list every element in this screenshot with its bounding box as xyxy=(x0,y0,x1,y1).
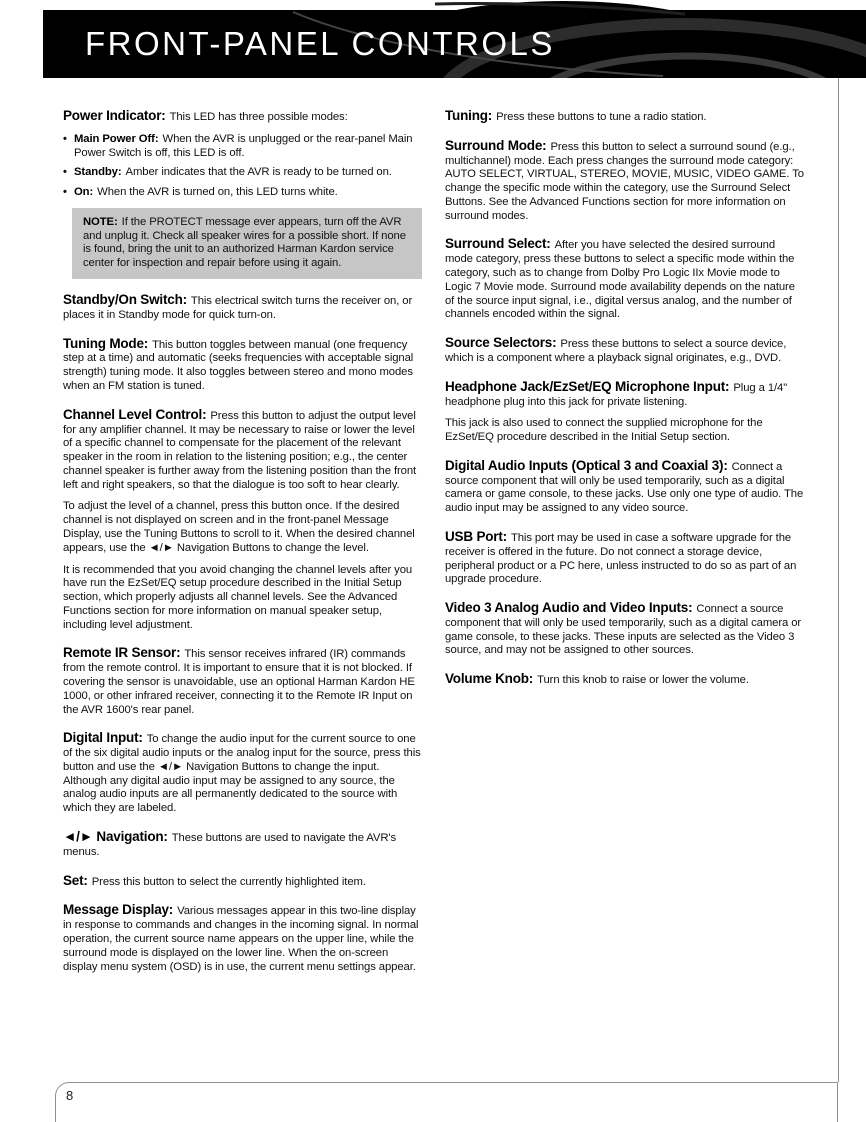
page-right-rule xyxy=(838,78,839,1082)
section-text: This port may be used in case a software upgrade for the receiver is offered in the future. Do not connect a storage device, peripheral product or a PC here, unless instructed to do so as part of an upgrade procedure. xyxy=(445,531,797,586)
bullet-text: Amber indicates that the AVR is ready to be turned on. xyxy=(125,166,392,179)
section-label: Video 3 Analog Audio and Video Inputs: xyxy=(445,600,693,616)
section-text: Press these buttons to select a source device, which is a component where a playback signal originates, e.g., DVD. xyxy=(445,338,787,364)
source-selectors-section xyxy=(445,335,804,366)
section-text: Various messages appear in this two-line display in response to commands and changes in the incoming signal. In normal operation, the current source name appears on the upper line, while the surround mode is displayed on the lower line. When the on-screen display menu system (OSD) is in use, the current menu settings appear. xyxy=(63,905,419,973)
surround-select-section xyxy=(445,236,804,322)
section-text: Connect a source component that will only be used temporarily, such as a digital camera or game console, to these jacks. These inputs are selected as the Video 3 source, and may not be assigned to other sources. xyxy=(445,603,802,657)
remote-ir-sensor-section xyxy=(63,645,422,717)
surround-mode-section xyxy=(445,138,804,224)
bullet-item xyxy=(63,166,422,180)
page-title: FRONT-PANEL CONTROLS xyxy=(85,25,555,62)
navigation-section xyxy=(63,829,422,860)
bullet-item xyxy=(63,186,422,200)
section-label: Channel Level Control: xyxy=(63,406,207,422)
page-number: 8 xyxy=(66,1088,74,1103)
section-label: Headphone Jack/EzSet/EQ Microphone Input: xyxy=(445,378,730,394)
section-label: Message Display: xyxy=(63,902,174,918)
section-label: Tuning Mode: xyxy=(63,335,149,351)
bullet-label: On: xyxy=(74,186,94,199)
set-section xyxy=(63,873,422,890)
section-text: Press this button to select the currently highlighted item. xyxy=(91,875,366,888)
left-column xyxy=(63,108,422,987)
section-text: Connect a source component that will only be used temporarily, such as a digital camera or game console, to these jacks. Use only one type of audio. The audio input may be assigned to any video source. xyxy=(445,460,804,515)
section-text: This electrical switch turns the receiver on, or places it in Standby mode for quick turn-on. xyxy=(63,295,413,321)
note-text: If the PROTECT message ever appears, turn off the AVR and unplug it. Check all speaker wires for a possible short. If none is found, bring the unit to an authorized Harman Kardon service center for inspection and repair before using it again. xyxy=(83,215,406,270)
power-indicator-bullets xyxy=(63,133,422,200)
section-text: This LED has three possible modes: xyxy=(169,111,348,123)
section-label: Source Selectors: xyxy=(445,335,557,351)
digital-input-section xyxy=(63,730,422,816)
content-columns xyxy=(63,108,805,987)
digital-audio-inputs-section xyxy=(445,458,804,516)
section-text: Turn this knob to raise or lower the volume. xyxy=(537,674,749,687)
section-label: Set: xyxy=(63,872,88,888)
usb-port-section xyxy=(445,529,804,587)
section-label: ◄/► Navigation: xyxy=(63,829,168,845)
section-label: Surround Select: xyxy=(445,236,551,252)
video3-inputs-section xyxy=(445,600,804,658)
section-label: Surround Mode: xyxy=(445,137,547,153)
section-label: Digital Audio Inputs (Optical 3 and Coaxial 3): xyxy=(445,457,728,473)
section-text: Press this button to select a surround sound (e.g., multichannel) mode. Each press changes the surround mode category: AUTO SELECT, VIRTUAL, STEREO, MOVIE, MUSIC, VIDEO GAME. To change the specific mode within the category, use the Surround Select Buttons. See the Advanced Functions section for more information on surround modes. xyxy=(445,140,804,222)
bullet-text: When the AVR is unplugged or the rear-panel Main Power Switch is off, this LED is off. xyxy=(74,132,413,159)
tuning-section xyxy=(445,108,804,125)
right-column xyxy=(445,108,804,987)
section-text: These buttons are used to navigate the AVR's menus. xyxy=(63,832,396,858)
section-label: Tuning: xyxy=(445,108,493,123)
section-label: Digital Input: xyxy=(63,730,143,746)
section-label: Power Indicator: xyxy=(63,108,166,123)
section-text: Plug a 1/4" headphone plug into this jack for private listening. xyxy=(445,381,788,408)
section-label: Volume Knob: xyxy=(445,671,534,687)
bullet-text: When the AVR is turned on, this LED turns white. xyxy=(97,186,338,199)
section-text: Press these buttons to tune a radio station. xyxy=(496,111,707,123)
standby-on-switch-section xyxy=(63,292,422,323)
volume-knob-section xyxy=(445,671,804,688)
section-label: Remote IR Sensor: xyxy=(63,645,181,661)
bullet-item xyxy=(63,133,422,161)
bullet-icon: • xyxy=(63,166,67,179)
section-text: Press this button to adjust the output level for any amplifier channel. It may be necessary to raise or lower the level of a specific channel to compensate for the placement of the relevant speaker in the room in relation to the listening position; e.g., the center channel speaker is further away from the listening position than the front left and right speakers, so that the dialogue is too soft to hear clearly. xyxy=(63,409,417,491)
section-text: To change the audio input for the current source to one of the six digital audio inputs or the analog input for the source, press this button and use the ◄/► Navigation Buttons to change the input. Although any digital audio input may be assigned to any source, the analog audio inputs are all permanently dedicated to the source with which they are labeled. xyxy=(63,733,421,815)
header-banner xyxy=(43,0,866,78)
section-text: After you have selected the desired surround mode category, press these buttons to select a specific mode within the category, such as to change from Dolby Pro Logic IIx Movie mode to Logic 7 Movie mode. Surround mode availability depends on the nature of the source input signal, i.e., digital versus analog, and the number of channels encoded within the signal. xyxy=(445,239,795,321)
headphone-jack-para2: This jack is also used to connect the supplied microphone for the EzSet/EQ procedure described in the Initial Setup section. xyxy=(445,417,763,444)
bullet-label: Standby: xyxy=(74,166,122,179)
message-display-section xyxy=(63,902,422,974)
footer-rule xyxy=(55,1082,838,1122)
channel-level-control-para2: To adjust the level of a channel, press this button once. If the desired channel is not displayed on screen and in the front-panel Message Display, use the Tuning Buttons to scroll to it. When the desired channel appears, use the ◄/► Navigation Buttons to change the level. xyxy=(63,500,415,554)
section-label: USB Port: xyxy=(445,528,507,544)
section-text: This sensor receives infrared (IR) commands from the remote control. It is important to ensure that it is not blocked. If covering the sensor is unavoidable, use an optional Harman Kardon HE 1000, or other infrared receiver, connecting it to the Remote IR Input on the AVR 1600's rear panel. xyxy=(63,648,415,716)
bullet-icon: • xyxy=(63,132,67,145)
channel-level-control-para3: It is recommended that you avoid changing the channel levels after you have run the EzSet/EQ setup procedure described in the Initial Setup section, which properly adjusts all channel levels. See the Advanced Functions section for more information on manual speaker setup, including level adjustment. xyxy=(63,563,413,631)
section-label: Standby/On Switch: xyxy=(63,292,187,308)
headphone-jack-section xyxy=(445,379,804,410)
note-box xyxy=(72,208,422,279)
bullet-icon: • xyxy=(63,186,67,199)
tuning-mode-section xyxy=(63,336,422,394)
power-indicator-section xyxy=(63,108,422,125)
note-label: NOTE: xyxy=(83,215,118,228)
channel-level-control-section xyxy=(63,407,422,493)
section-text: This button toggles between manual (one frequency step at a time) and automatic (seeks frequencies with acceptable signal strength) tuning mode. It also toggles between stereo and mono modes when an FM station is tuned. xyxy=(63,338,414,392)
bullet-label: Main Power Off: xyxy=(74,132,159,145)
